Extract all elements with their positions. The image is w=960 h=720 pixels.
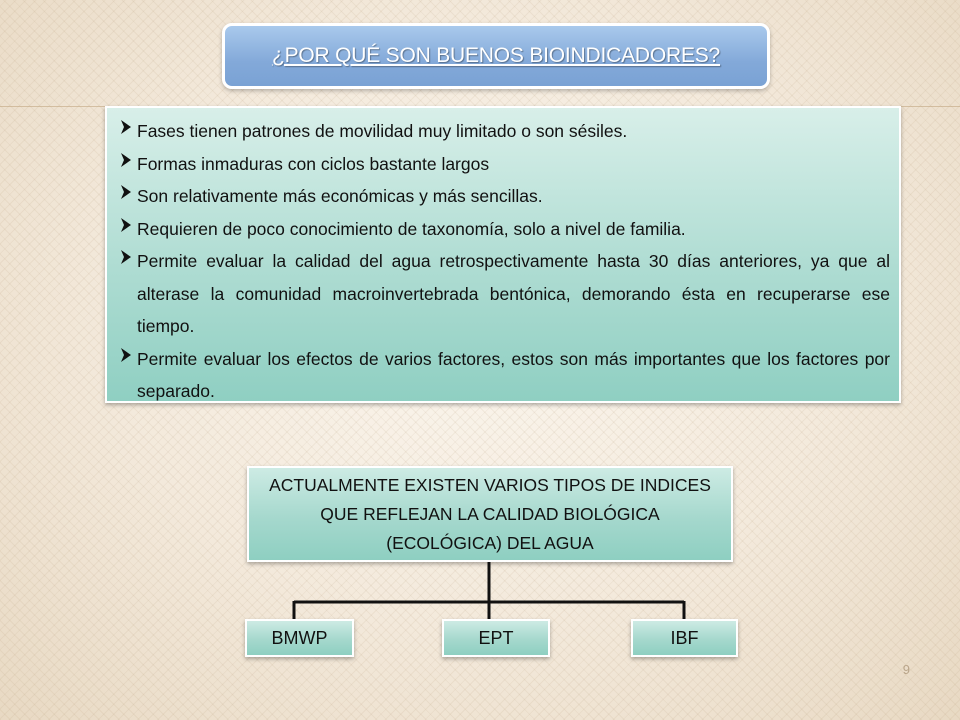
node-label: IBF bbox=[670, 627, 699, 648]
diagram-node-ibf bbox=[631, 619, 738, 657]
node-label: BMWP bbox=[271, 627, 328, 648]
page-number: 9 bbox=[902, 662, 910, 677]
bullet-text: Son relativamente más económicas y más sencillas. bbox=[137, 186, 543, 206]
diagram-root-text: ACTUALMENTE EXISTEN VARIOS TIPOS DE INDICES QUE REFLEJAN LA CALIDAD BIOLÓGICA (ECOLÓGICA) DEL AGUA bbox=[269, 474, 711, 553]
bullet-text: Requieren de poco conocimiento de taxonomía, solo a nivel de familia. bbox=[137, 218, 686, 239]
bullet-text: Fases tienen patrones de movilidad muy limitado o son sésiles. bbox=[137, 121, 628, 141]
node-label: EPT bbox=[478, 627, 514, 648]
diagram-node-bmwp bbox=[245, 619, 354, 657]
slide-title: ¿POR QUÉ SON BUENOS BIOINDICADORES? bbox=[271, 44, 721, 67]
bullet-text: Permite evaluar los efectos de varios factores, estos son más importantes que los factores por separado. bbox=[137, 348, 890, 401]
bullet-text: Permite evaluar la calidad del agua retrospectivamente hasta 30 días anteriores, ya que al alterase la comunidad macroinvertebrada bentónica, demorando ésta en recuperarse ese tiempo. bbox=[137, 251, 890, 336]
diagram-node-ept bbox=[442, 619, 550, 657]
bullet-text: Formas inmaduras con ciclos bastante largos bbox=[137, 153, 490, 174]
